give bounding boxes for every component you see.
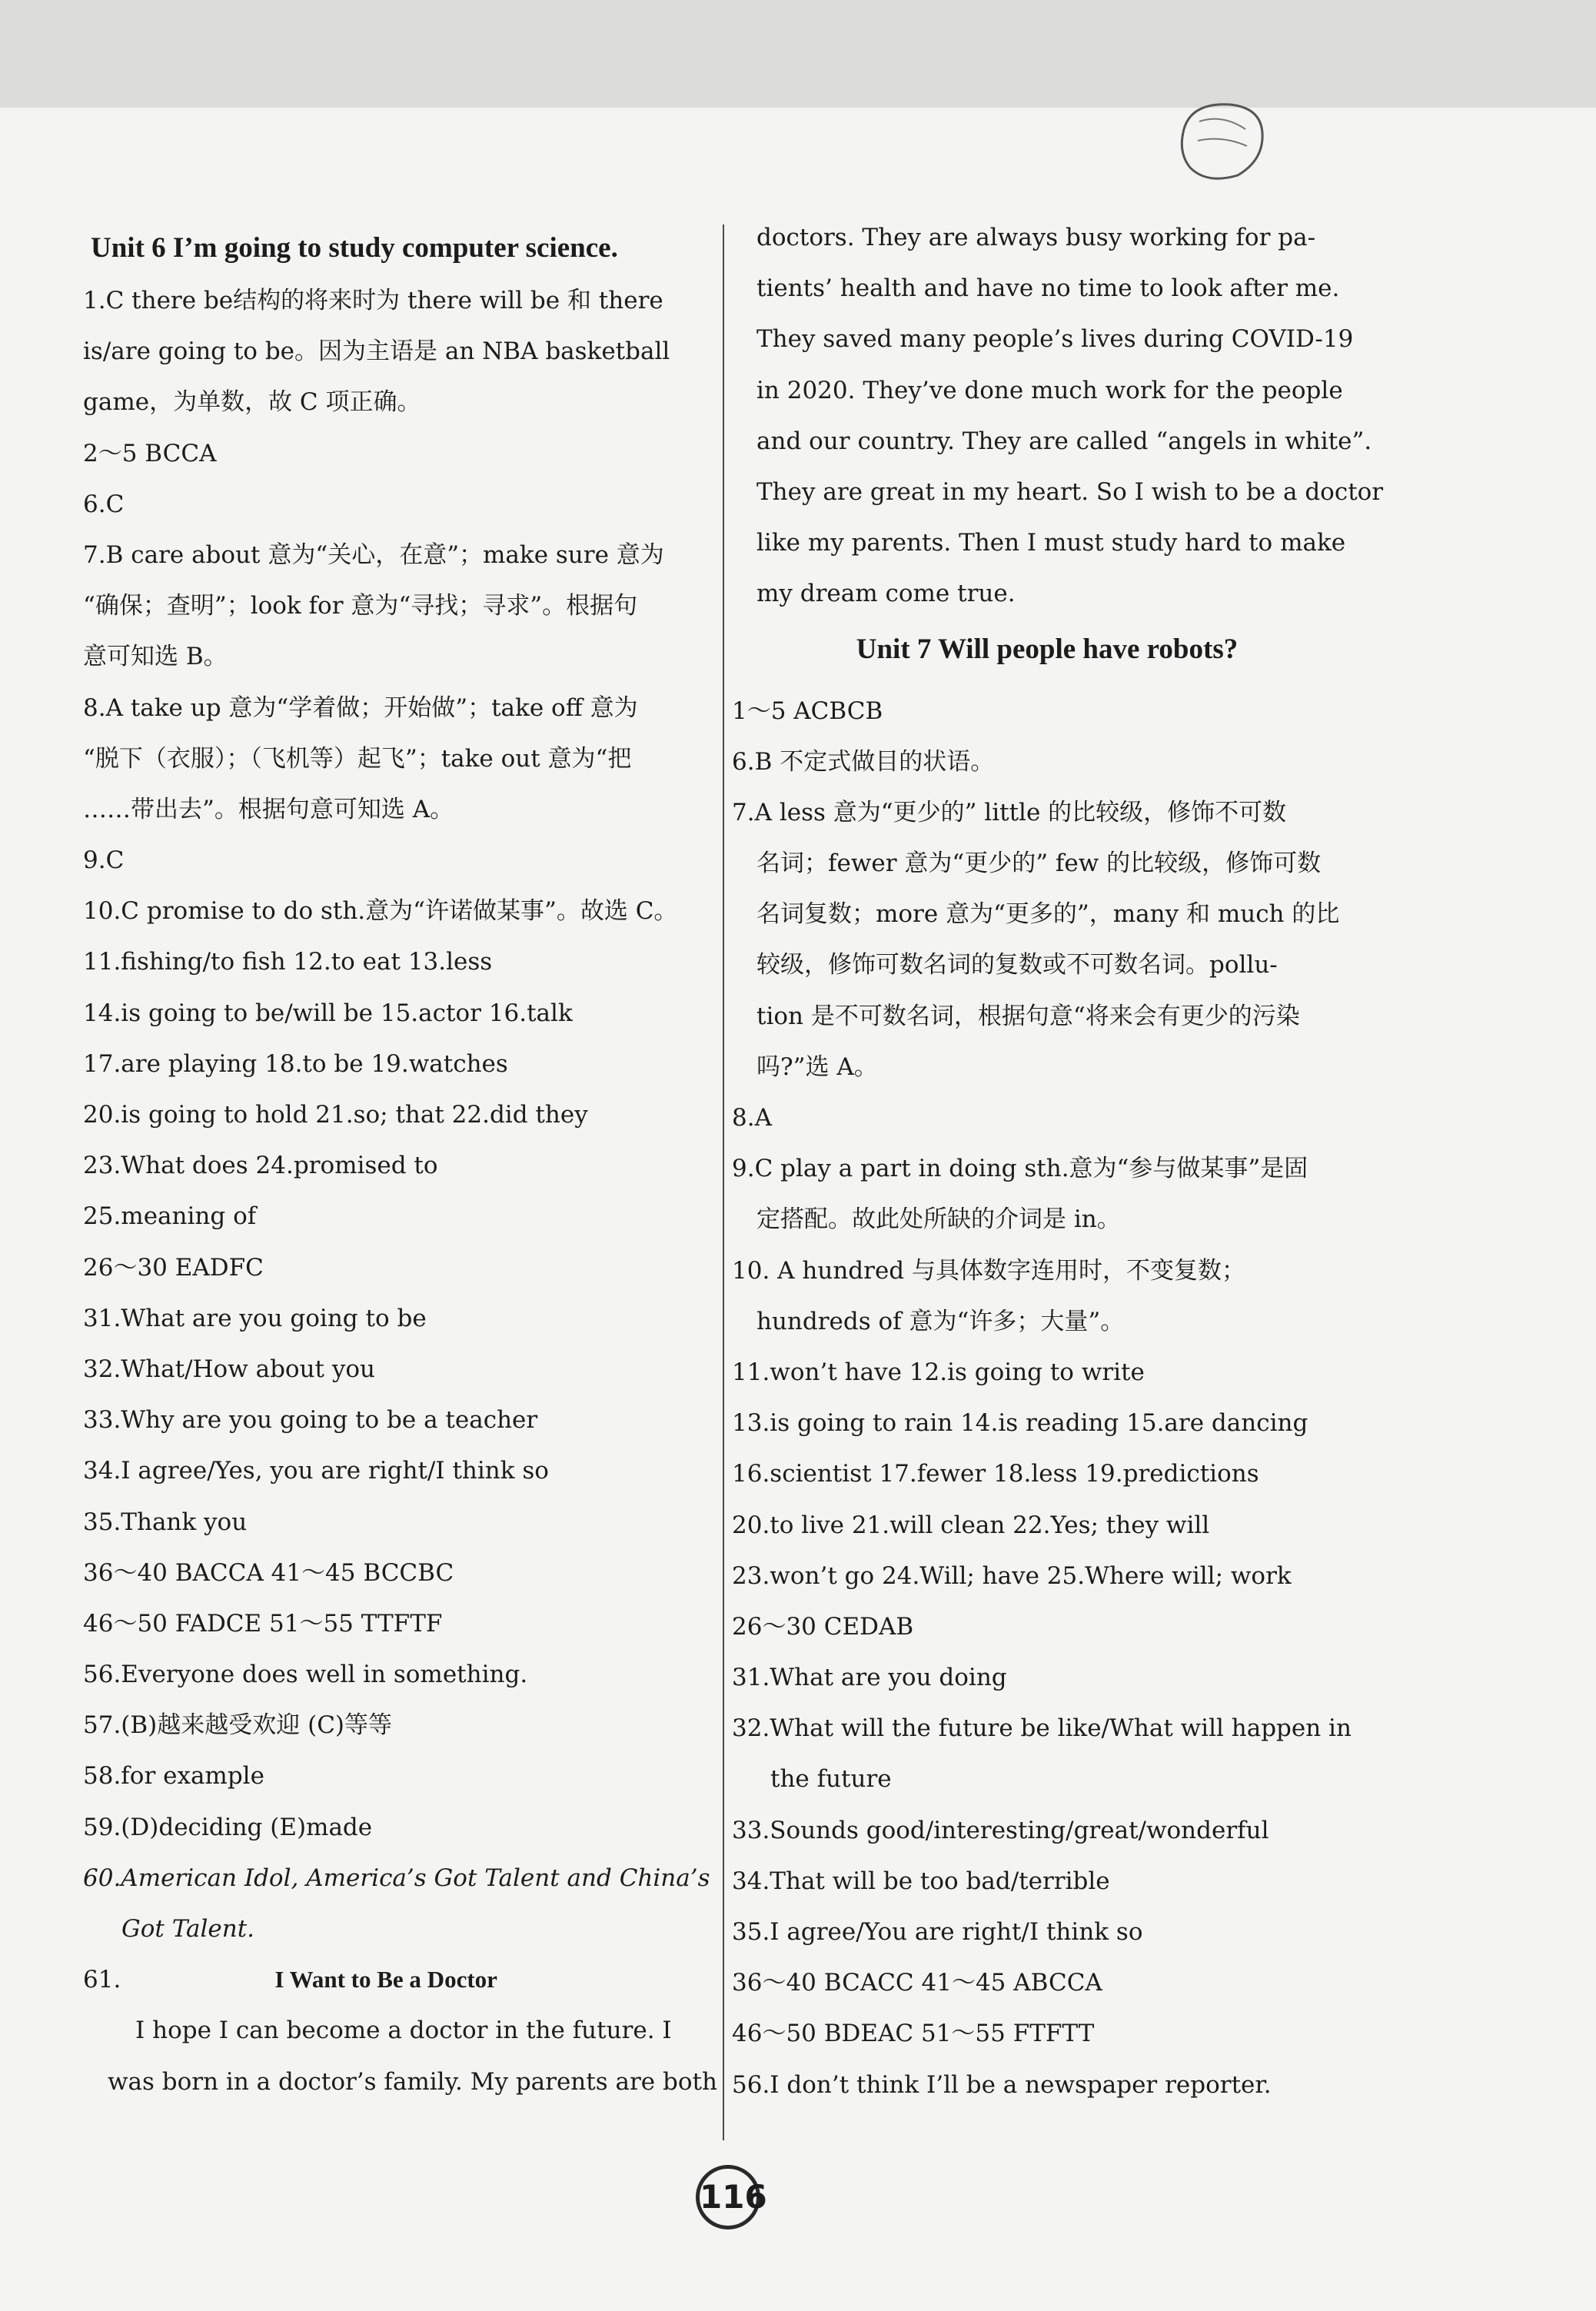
answer-line: 6.C	[83, 490, 125, 518]
essay-line: I hope I can become a doctor in the future. I	[135, 2017, 672, 2045]
answer-line: tion 是不可数名词，根据句意“将来会有更少的污染	[756, 1002, 1300, 1030]
answer-line: 名词复数；more 意为“更多的”，many 和 much 的比	[756, 900, 1340, 929]
answer-line: 34.That will be too bad/terrible	[732, 1867, 1110, 1895]
answer-line: game，为单数，故 C 项正确。	[83, 388, 421, 417]
answer-line: 46～50 BDEAC 51～55 FTFTT	[732, 2020, 1095, 2048]
answer-line: 58.for example	[83, 1762, 264, 1791]
logo-stamp	[1176, 98, 1268, 185]
answer-line: is/are going to be。因为主语是 an NBA basketball	[83, 338, 670, 366]
answer-line: 11.won’t have 12.is going to write	[732, 1358, 1145, 1386]
answer-line: 17.are playing 18.to be 19.watches	[83, 1049, 508, 1078]
answer-line: 23.What does 24.promised to	[83, 1152, 438, 1180]
answer-line: 56.I don’t think I’ll be a newspaper reporter.	[732, 2070, 1272, 2099]
essay-line: was born in a doctor’s family. My parents are both	[108, 2067, 717, 2096]
answer-line: 7.A less 意为“更少的” little 的比较级，修饰不可数	[732, 798, 1287, 826]
answer-line: 56.Everyone does well in something.	[83, 1661, 528, 1689]
answer-line: 10.C promise to do sth.意为“许诺做某事”。故选 C。	[83, 897, 678, 926]
answer-line: 16.scientist 17.fewer 18.less 19.predictions	[732, 1460, 1259, 1488]
answer-line: 7.B care about 意为“关心，在意”；make sure 意为	[83, 540, 664, 569]
essay-line: like my parents. Then I must study hard to make	[756, 529, 1346, 557]
answer-line: 57.(B)越来越受欢迎 (C)等等	[83, 1711, 393, 1740]
question-number: 61.	[83, 1966, 121, 1994]
answer-line: 定搭配。故此处所缺的介词是 in。	[756, 1205, 1121, 1234]
essay-line: in 2020. They’ve done much work for the people	[756, 376, 1343, 404]
answer-line: 26～30 EADFC	[83, 1253, 264, 1282]
answer-line: “脱下（衣服）；（飞机等）起飞”；take out 意为“把	[83, 744, 632, 773]
answer-line: 6.B 不定式做目的状语。	[732, 747, 995, 776]
answer-line: Got Talent.	[121, 1915, 255, 1943]
answer-line: 26～30 CEDAB	[732, 1612, 914, 1641]
essay-line: my dream come true.	[756, 580, 1016, 608]
answer-line: 33.Why are you going to be a teacher	[83, 1406, 538, 1435]
unit7-title: Unit 7 Will people have robots?	[856, 633, 1239, 665]
page-number: 116	[696, 2165, 760, 2230]
answer-line: 2～5 BCCA	[83, 439, 217, 467]
answer-line: 23.won’t go 24.Will; have 25.Where will; work	[732, 1561, 1292, 1590]
answer-line: 32.What/How about you	[83, 1355, 376, 1383]
answer-line: ……带出去”。根据句意可知选 A。	[83, 795, 454, 823]
answer-line: 11.fishing/to fish 12.to eat 13.less	[83, 948, 493, 976]
essay-line: doctors. They are always busy working for pa-	[756, 224, 1316, 251]
answer-line: 35.I agree/You are right/I think so	[732, 1918, 1143, 1946]
answer-line: 13.is going to rain 14.is reading 15.are dancing	[732, 1409, 1308, 1438]
answer-line: 46～50 FADCE 51～55 TTFTF	[83, 1609, 443, 1638]
answer-line: 9.C play a part in doing sth.意为“参与做某事”是固	[732, 1155, 1308, 1183]
answer-line: 吗?”选 A。	[756, 1052, 878, 1081]
answer-line: 59.(D)deciding (E)made	[83, 1813, 373, 1841]
answer-line: 32.What will the future be like/What will happen in	[732, 1714, 1352, 1743]
answer-line: 31.What are you doing	[732, 1664, 1007, 1692]
left-column	[83, 223, 717, 2107]
essay-line: They saved many people’s lives during COVID-19	[756, 325, 1354, 354]
answer-line: 34.I agree/Yes, you are right/I think so	[83, 1457, 549, 1485]
answer-line: 意可知选 B。	[83, 643, 228, 671]
answer-line: 25.meaning of	[83, 1202, 257, 1231]
answer-line: 36～40 BCACC 41～45 ABCCA	[732, 1969, 1102, 1997]
answer-line: 33.Sounds good/interesting/great/wonderful	[732, 1816, 1269, 1844]
essay-title: I Want to Be a Doctor	[274, 1966, 497, 1993]
answer-line: hundreds of 意为“许多；大量”。	[756, 1307, 1125, 1335]
scan-top-band	[0, 0, 1596, 108]
answer-line: 1.C there be结构的将来时为 there will be 和 there	[83, 287, 663, 314]
essay-line: and our country. They are called “angels in white”.	[756, 427, 1372, 455]
answer-line: 60.American Idol, America’s Got Talent and China’s	[83, 1864, 710, 1892]
answer-line: 8.A	[732, 1104, 772, 1132]
column-divider	[723, 224, 724, 2140]
answer-line: 9.C	[83, 846, 125, 875]
answer-line: 8.A take up 意为“学着做；开始做”；take off 意为	[83, 693, 638, 722]
answer-line: 10. A hundred 与具体数字连用时，不变复数；	[732, 1256, 1245, 1285]
essay-heading-line	[83, 1954, 717, 2005]
answer-line: 较级，修饰可数名词的复数或不可数名词。pollu-	[756, 951, 1278, 979]
answer-line: 名词；fewer 意为“更少的” few 的比较级，修饰可数	[756, 850, 1322, 878]
answer-line: 20.is going to hold 21.so; that 22.did they	[83, 1101, 588, 1129]
unit6-title: Unit 6 I’m going to study computer science.	[91, 232, 618, 264]
essay-line: They are great in my heart. So I wish to be a doctor	[756, 477, 1384, 506]
answer-line: 1～5 ACBCB	[732, 697, 883, 725]
answer-line: the future	[770, 1765, 892, 1794]
answer-line: 14.is going to be/will be 15.actor 16.talk	[83, 999, 573, 1027]
answer-line: 31.What are you going to be	[83, 1304, 427, 1332]
answer-line: 36～40 BACCA 41～45 BCCBC	[83, 1558, 454, 1587]
answer-line: 20.to live 21.will clean 22.Yes; they will	[732, 1511, 1210, 1539]
right-column	[732, 212, 1384, 2110]
answer-line: “确保；查明”；look for 意为“寻找；寻求”。根据句	[83, 592, 638, 620]
answer-line: 35.Thank you	[83, 1508, 248, 1536]
essay-line: tients’ health and have no time to look after me.	[756, 274, 1340, 303]
